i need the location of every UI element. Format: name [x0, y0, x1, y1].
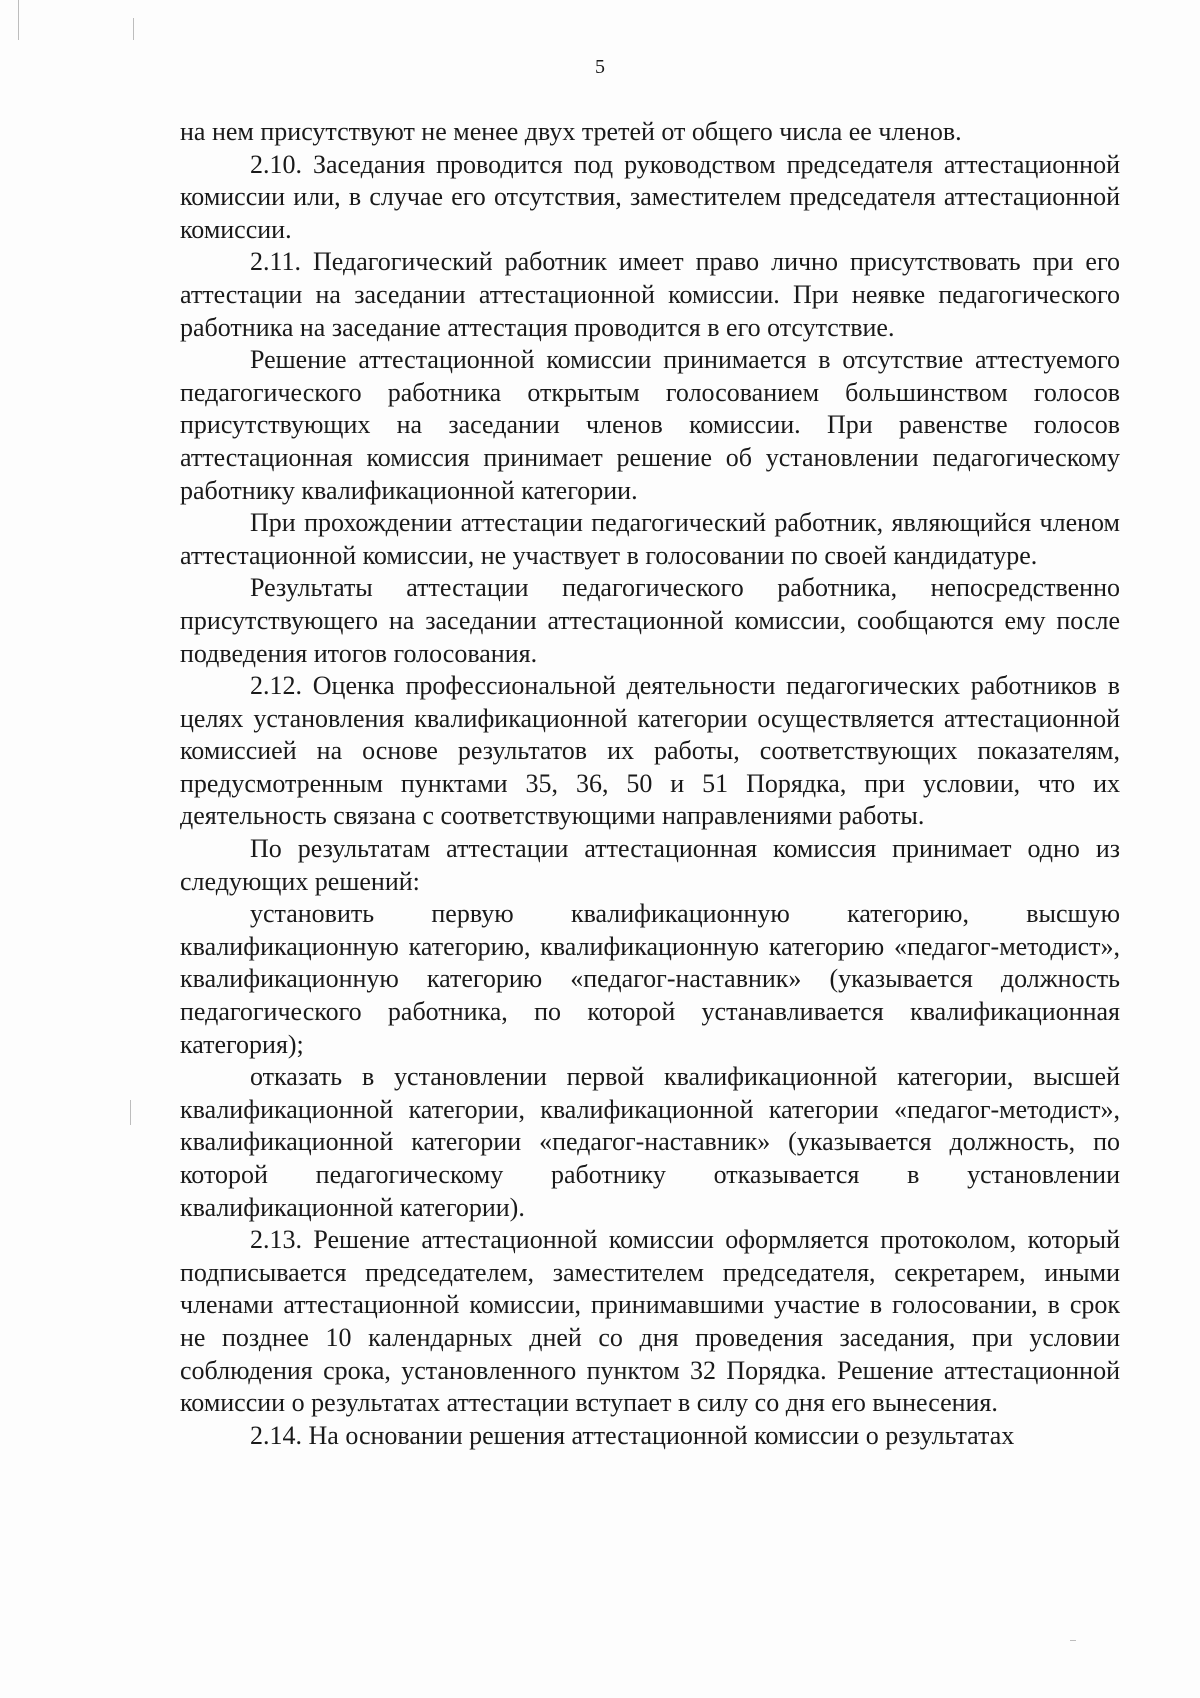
- paragraph-2-10: 2.10. Заседания проводится под руководством председателя аттестационной комиссии или, в случае его отсутствия, заместителем председателя аттестационной комиссии.: [180, 149, 1120, 244]
- scan-artifact: [1070, 1640, 1076, 1641]
- paragraph-2-13: 2.13. Решение аттестационной комиссии оформляется протоколом, который подписывается председателем, заместителем председателя, секретарем, иными членами аттестационной комиссии, принимавшими участие в голосовании, в срок не позднее 10 календарных дней со дня проведения заседания, при условии соблюдения срока, установленного пунктом 32 Порядка. Решение аттестационной комиссии о результатах аттестации вступает в силу со дня его вынесения.: [180, 1225, 1120, 1418]
- paragraph-2-14: 2.14. На основании решения аттестационной комиссии о результатах: [250, 1420, 1015, 1450]
- scan-artifact: [133, 18, 134, 40]
- paragraph-decision-refuse: отказать в установлении первой квалификационной категории, высшей квалификационной категории, квалификационной категории «педагог-методист», квалификационной категории «педагог-наставник» (указывается должность, по которой педагогическому работнику отказывается в установлении квалификационной категории).: [180, 1062, 1120, 1222]
- paragraph-commission-member: При прохождении аттестации педагогический работник, являющийся членом аттестационной комиссии, не участвует в голосовании по своей кандидатуре.: [180, 508, 1120, 570]
- paragraph-results-announcement: Результаты аттестации педагогического работника, непосредственно присутствующего на заседании аттестационной комиссии, сообщаются ему после подведения итогов голосования.: [180, 573, 1120, 668]
- paragraph-continuation: на нем присутствуют не менее двух третей от общего числа ее членов.: [180, 117, 962, 146]
- paragraph-2-12: 2.12. Оценка профессиональной деятельности педагогических работников в целях установления квалификационной категории осуществляется аттестационной комиссией на основе результатов их работы, соответствующих показателям, предусмотренным пунктами 35, 36, 50 и 51 Порядка, при условии, что их деятельность связана с соответствующими направлениями работы.: [180, 671, 1120, 831]
- scan-artifact: [130, 1100, 131, 1125]
- scan-artifact: [18, 0, 19, 40]
- document-body: [180, 116, 1120, 1452]
- paragraph-2-11: 2.11. Педагогический работник имеет право лично присутствовать при его аттестации на заседании аттестационной комиссии. При неявке педагогического работника на заседание аттестация проводится в его отсутствие.: [180, 247, 1120, 342]
- page-number: 5: [595, 56, 605, 78]
- paragraph-decision-establish: установить первую квалификационную категорию, высшую квалификационную категорию, квалификационную категорию «педагог-методист», квалификационную категорию «педагог-наставник» (указывается должность педагогического работника, по которой устанавливается квалификационная категория);: [180, 899, 1120, 1059]
- paragraph-decisions-intro: По результатам аттестации аттестационная комиссия принимает одно из следующих решений:: [180, 834, 1120, 896]
- paragraph-decision-voting: Решение аттестационной комиссии принимается в отсутствие аттестуемого педагогического работника открытым голосованием большинством голосов присутствующих на заседании членов комиссии. При равенстве голосов аттестационная комиссия принимает решение об установлении педагогическому работнику квалификационной категории.: [180, 345, 1120, 505]
